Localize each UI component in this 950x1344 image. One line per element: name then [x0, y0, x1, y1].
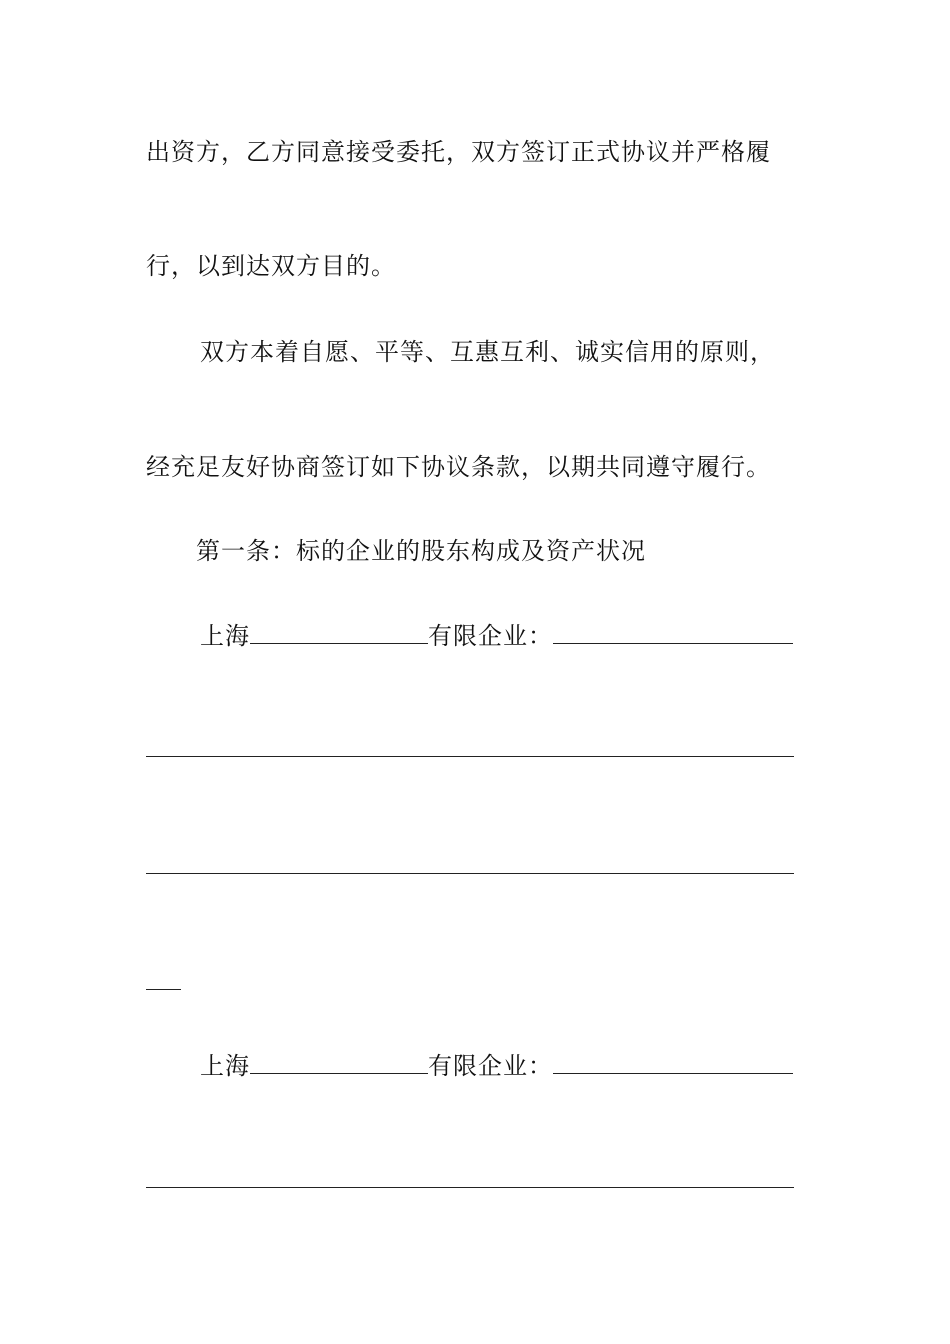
paragraph-line-3: 双方本着自愿、平等、互惠互利、诚实信用的原则， — [200, 338, 775, 366]
company-detail-blank — [553, 1049, 793, 1074]
article-heading: 第一条：标的企业的股东构成及资产状况 — [196, 537, 646, 565]
paragraph-line-2: 行，以到达双方目的。 — [146, 252, 396, 280]
paragraph-line-1: 出资方，乙方同意接受委托，双方签订正式协议并严格履 — [146, 138, 771, 166]
company-entry-1 — [200, 619, 793, 652]
company-detail-blank — [553, 619, 793, 644]
company-prefix: 上海 — [200, 1052, 250, 1080]
fill-in-rule — [146, 873, 794, 874]
company-prefix: 上海 — [200, 622, 250, 650]
fill-in-rule — [146, 1187, 794, 1188]
company-suffix: 有限企业： — [428, 1052, 553, 1080]
company-suffix: 有限企业： — [428, 622, 553, 650]
fill-in-rule — [146, 756, 794, 757]
paragraph-line-4: 经充足友好协商签订如下协议条款，以期共同遵守履行。 — [146, 453, 771, 481]
fill-in-rule-short — [146, 989, 181, 990]
company-entry-2 — [200, 1049, 793, 1082]
company-name-blank — [250, 619, 428, 644]
company-name-blank — [250, 1049, 428, 1074]
